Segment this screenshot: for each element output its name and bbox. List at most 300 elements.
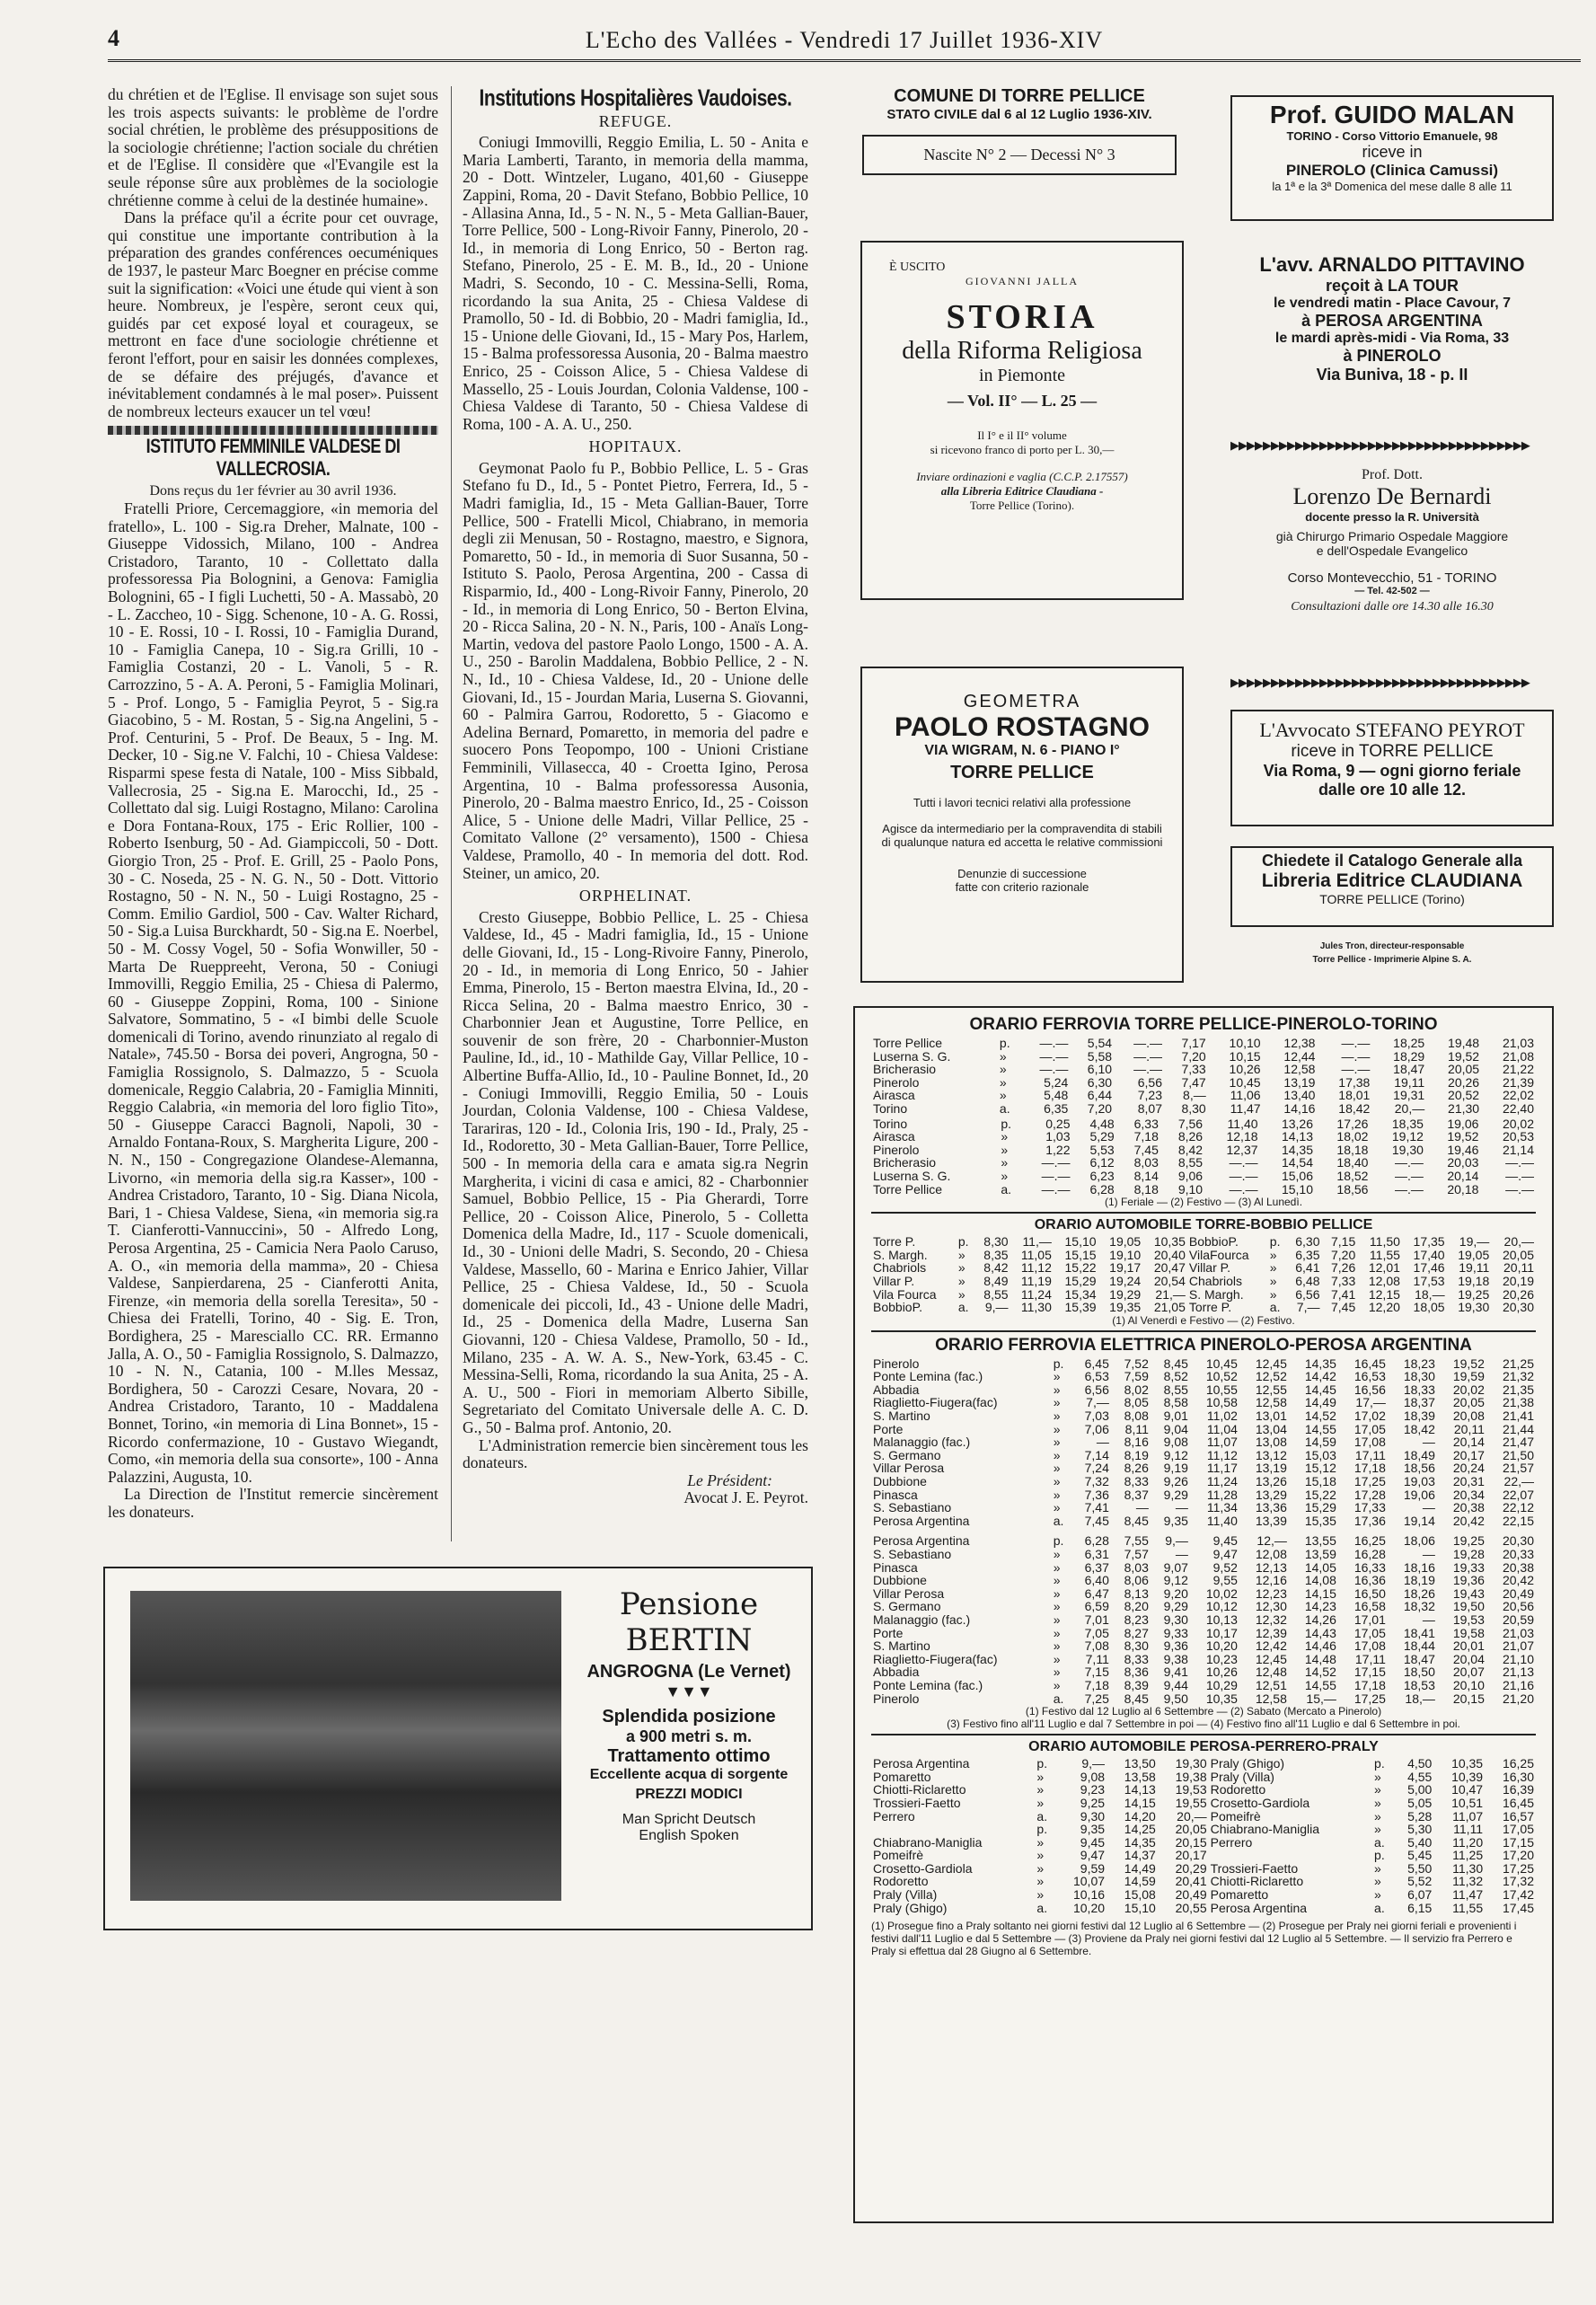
column-2 xyxy=(463,86,808,1507)
timetable-cell: » xyxy=(1053,1487,1061,1502)
timetable-cell: 9,29 xyxy=(1163,1487,1188,1502)
timetable-cell: 7,55 xyxy=(1124,1533,1149,1549)
timetable-cell: 13,26 xyxy=(1281,1116,1313,1131)
bertin-l2: a 900 metri s. m. xyxy=(625,1727,753,1745)
timetable-cell: 13,36 xyxy=(1255,1500,1287,1515)
timetable-cell: Airasca xyxy=(873,1129,915,1144)
timetable-cell: » xyxy=(1374,1769,1381,1784)
timetable-cell: 8,45 xyxy=(1124,1513,1149,1528)
timetable-cell: 18,44 xyxy=(1403,1638,1435,1654)
timetable-cell: 7,45 xyxy=(1330,1300,1356,1315)
timetable-cell: — xyxy=(1422,1500,1435,1515)
orario1-table-a xyxy=(871,1037,1536,1116)
timetable-cell: — xyxy=(1096,1435,1109,1450)
malan-l1: Prof. GUIDO MALAN xyxy=(1269,101,1515,128)
timetable-row xyxy=(871,1534,1536,1548)
comune-title: COMUNE DI TORRE PELLICE xyxy=(894,86,1145,106)
timetable-cell: 16,56 xyxy=(1354,1382,1386,1397)
timetable-cell: 15,35 xyxy=(1304,1513,1336,1528)
timetable-cell: 12,13 xyxy=(1255,1559,1287,1575)
timetable-cell: 10,29 xyxy=(1205,1677,1238,1692)
timetable-cell: 18,47 xyxy=(1393,1062,1425,1077)
timetable-cell: 11,17 xyxy=(1206,1461,1238,1476)
timetable-cell: 20,40 xyxy=(1153,1247,1186,1262)
orario4-title: ORARIO AUTOMOBILE PEROSA-PERRERO-PRALY xyxy=(1028,1739,1379,1755)
section-heading-vallecrosia: ISTITUTO FEMMINILE VALDESE DI VALLECROSIA. xyxy=(145,435,401,480)
timetable-row xyxy=(871,1462,1536,1475)
timetable-cell: » xyxy=(1001,1142,1009,1157)
timetable-cell: 15,29 xyxy=(1304,1500,1336,1515)
timetable-row xyxy=(871,1653,1536,1666)
timetable-cell: Ponte Lemina (fac.) xyxy=(873,1369,983,1384)
timetable-cell: 20,31 xyxy=(1452,1474,1485,1489)
timetable-cell: 20,26 xyxy=(1448,1074,1480,1090)
timetable-cell: 8,08 xyxy=(1124,1409,1149,1424)
timetable-cell: Pinasca xyxy=(873,1487,918,1502)
timetable-cell: 9,19 xyxy=(1163,1461,1188,1476)
timetable-cell: 5,53 xyxy=(1089,1142,1115,1157)
timetable-cell: 9,50 xyxy=(1163,1691,1188,1706)
timetable-cell: 22,07 xyxy=(1502,1487,1534,1502)
timetable-cell: 17,25 xyxy=(1354,1691,1386,1706)
debernardi-l1: Prof. Dott. xyxy=(1362,467,1423,482)
col1-body: Fratelli Priore, Cercemaggiore, «in memoria del fratello», L. 100 - Sig.ra Dreher, Malnate, 100 - Giuseppe Vidossich, Milano, 100 - Andrea Cristadoro, Taranto, 10 - Collettato dalla professoressa Pia Bolognini, a Genova: Famiglia Bolognini, 65 - I figli Luchetti, 50 - A. Massabò, 20 - L. Zaccheo, 10 - Sigg. Schenone, 10 - A. G. Rossi, 10 - E. Rossi, 10 - I. Rossi, 10 - Famiglia Durand, 10 - Famiglia Canepa, 10 - Sig.ra Grilli, 10 - Famiglia Costanzi, 20 - L. Vanoli, 5 - R. Carrozzino, 5 - A. A. Peroni, 5 - Famiglia Molinari, 5 - Prof. Longo, 5 - Famiglia Peyrot, 5 - Sig.ra Giacobino, 5 - M. Rostan, 5 - Sig.na Angelini, 5 - Prof. Centurini, 5 - Prof. De Beaux, 5 - Ing. M. Decker, 10 - Sig.ne V. Falchi, 10 - Chiesa Valdese: Risparmi spese festa di Natale, 100 - Miss Sibbald, Vallecrosia, 25 - Sig.na E. Marocchi, Id., 25 - Collettato dal sig. Luigi Rostagno, Milano: Carolina e Dora Fontana-Roux, 175 - Eric Rollier, 100 - Roberto Isenburg, 50 - Ad. Giampiccoli, 50 - Dott. Giorgio Tron, 25 - Prof. E. Grill, 25 - Paolo Pons, 30 - C. Noseda, 25 - N. G. N., 50 - Dott. Vittorio Rostagno, 50 - N. N., 50 - Luigi Rostagno, 25 - Comm. Emilio Gardiol, 500 - Cav. Walter Richard, 50 - Sig.a Luisa Burckhardt, 50 - Sig.na E. Noerbel, 50 - M. Cossy Vogel, 50 - Sofia Wonwiller, 50 - Marta De Rueppreeht, Verona, 50 - Coniugi Immovilli, Reggio Emilia, 25 - Chiesa di Palermo, 60 - Giuseppe Zoppini, Roma, 100 - Sinione Salvatore, Sommatino, 5 - «I bimbi delle Scuole domenicali di Torino, avendo rinunziato al regalo di Natale», 745.50 - Borsa dei poveri, Angrogna, 50 - Famiglia Rossignolo, S. Dalmazzo, 5 - Scuola domenicale, Reggio Calabria, 20 - Famiglia Minniti, Reggio Calabria, «in memoria del loro figlio Tito», 50 - Giuseppe Caracci Bagnoli, Napoli, 30 - Arnaldo Fontana-Roux, S. Margherita Ligure, 200 - N. N., 150 - Congregazione Olandese-Alemanna, Livorno, «in memoria della sig.ra Kasser», 100 - Andrea Cristadoro, Taranto, 10 - Sig. Diana Nicola, Bari, 1 - Chiesa Valdese, Siena, «in memoria sig.ra T. Cianferotti-Vannuccini», 50 - Alfredo Long, Perosa Argentina, 25 - Camicia Nera Paolo Caruso, A. O., «in memoria della mamma», 20 - Chiesa Valdese, Sanpierdarena, 25 - Cianferotti Anita, Firenze, «in memoria della sorella Teresita», 50 - Chiesa dei Fratelli, Torino, 40 - Sig. E. Tron, Bordighera, 25 - Maresciallo CC. RR. Ermanno Jalla, A. O., 50 - Famiglia Rossignolo, S. Dalmazzo, 10 - N. N., Catania, 100 - M.lles Messaz, Bordighera, 50 - Carozzi Cesare, Novara, 20 - Andrea Cristadoro, Taranto, 10 - Maddalena Bonnet, Torino, «in memoria di Lina Bonnet», 15 - Ricordo confermazione, 10 - Gustavo Wiegandt, Como, «in memoria della sua consorte», 100 - Anna Palazzini, Augusta, 10. xyxy=(108,499,438,1486)
timetable-cell: 6,48 xyxy=(1295,1273,1320,1288)
timetable-cell: 11,12 xyxy=(1020,1260,1052,1276)
timetable-cell: 12,45 xyxy=(1255,1651,1287,1666)
orario3-table-b xyxy=(871,1534,1536,1705)
timetable-cell: 20,10 xyxy=(1452,1677,1485,1692)
timetable-cell: Torre Pellice xyxy=(873,1181,943,1197)
timetable-row xyxy=(871,1665,1536,1679)
timetable-cell: 9,08 xyxy=(1163,1435,1188,1450)
pittavino-l1: L'avv. ARNALDO PITTAVINO xyxy=(1259,253,1525,276)
timetable-cell: 8,02 xyxy=(1124,1382,1149,1397)
timetable-cell: 12,16 xyxy=(1255,1573,1287,1588)
timetable-cell: 11,30 xyxy=(1020,1300,1052,1315)
debernardi-l3: docente presso la R. Università xyxy=(1305,510,1479,524)
timetable-cell: 17,05 xyxy=(1354,1421,1386,1436)
timetable-cell: 21,03 xyxy=(1502,1625,1534,1640)
timetable-cell: 19,25 xyxy=(1458,1286,1490,1302)
timetable-cell: 9,59 xyxy=(1080,1860,1106,1876)
timetable-cell: 19,— xyxy=(1459,1234,1490,1250)
timetable-row xyxy=(871,1810,1536,1824)
orario1-table-b xyxy=(871,1117,1536,1197)
timetable-cell: 8,30 xyxy=(1181,1100,1206,1116)
timetable-row xyxy=(871,1783,1536,1797)
timetable-cell: 19,11 xyxy=(1459,1260,1490,1276)
timetable-cell: 20,24 xyxy=(1452,1461,1485,1476)
timetable-cell: 6,35 xyxy=(1295,1247,1320,1262)
rostagno-l5: Tutti i lavori tecnici relativi alla professione xyxy=(913,796,1132,809)
timetable-cell: 7,33 xyxy=(1181,1062,1206,1077)
timetable-cell: BobbioP. xyxy=(873,1300,923,1315)
timetable-cell: 18,42 xyxy=(1403,1421,1435,1436)
timetable-cell: 19,24 xyxy=(1109,1273,1142,1288)
timetable-cell: 20,30 xyxy=(1502,1533,1534,1549)
timetable-cell: p. xyxy=(999,1036,1010,1050)
timetable-cell: 10,51 xyxy=(1451,1795,1484,1810)
peyrot-l4: dalle ore 10 alle 12. xyxy=(1318,781,1467,799)
timetable-cell: 16,25 xyxy=(1354,1533,1386,1549)
timetable-cell: 15,12 xyxy=(1304,1461,1336,1476)
timetable-cell: 20,08 xyxy=(1452,1409,1485,1424)
timetable-cell: 8,11 xyxy=(1124,1421,1149,1436)
timetable-cell: Villar P. xyxy=(1188,1260,1231,1276)
timetable-cell: 20,49 xyxy=(1502,1585,1534,1601)
timetable-cell: 12,08 xyxy=(1255,1547,1287,1561)
timetable-cell: 9,36 xyxy=(1163,1638,1188,1654)
col1-intro: du chrétien et de l'Eglise. Il envisage son sujet sous les trois aspects suivants: le problème de l'ordre social chrétien, le problème des présuppositions de la sociologie chrétienne; l'action sociale du chrétien et de l'Eglise. Il considère que «l'Evangile est la seule réponse sûre aux problèmes de la sociologie chrétienne comme à celui de la destinée humaine». xyxy=(108,85,438,209)
timetable-cell: » xyxy=(1001,1129,1009,1144)
timetable-cell: 13,39 xyxy=(1255,1513,1287,1528)
timetable-cell: —.— xyxy=(1505,1155,1534,1170)
timetable-cell: 22,12 xyxy=(1502,1500,1534,1515)
timetable-cell: 20,17 xyxy=(1452,1447,1485,1462)
timetable-row xyxy=(871,1771,1536,1784)
timetable-cell: » xyxy=(1053,1474,1061,1489)
timetable-cell: 10,35 xyxy=(1153,1234,1186,1250)
debernardi-l6: Corso Montevecchio, 51 - TORINO xyxy=(1287,570,1497,586)
timetable-cell: a. xyxy=(1269,1300,1281,1315)
timetable-cell: Trossieri-Faetto xyxy=(873,1795,961,1810)
timetable-cell: 18,50 xyxy=(1403,1665,1435,1680)
timetable-cell: 18,33 xyxy=(1403,1382,1435,1397)
timetable-cell: 10,10 xyxy=(1229,1036,1261,1050)
timetable-cell: 14,35 xyxy=(1124,1834,1156,1850)
timetable-cell: 1,22 xyxy=(1045,1142,1071,1157)
timetable-cell: S. Margh. xyxy=(1188,1286,1244,1302)
timetable-cell: —.— xyxy=(1039,1036,1069,1050)
timetable-cell: 6,31 xyxy=(1084,1547,1109,1561)
timetable-cell: 14,59 xyxy=(1124,1874,1156,1889)
pittavino-l5: le mardi après-midi - Via Roma, 33 xyxy=(1274,331,1510,346)
timetable-row xyxy=(871,1862,1536,1876)
timetable-cell: Chiabrano-Maniglia xyxy=(873,1834,983,1850)
timetable-cell: » xyxy=(1001,1155,1009,1170)
timetable-cell: 19,30 xyxy=(1458,1300,1490,1315)
timetable-cell: 20,38 xyxy=(1452,1500,1485,1515)
timetable-cell: Rodoretto xyxy=(1210,1782,1266,1797)
timetable-cell: » xyxy=(1374,1822,1381,1837)
timetable-cell: 9,10 xyxy=(1177,1181,1204,1197)
timetable-cell: 17,45 xyxy=(1502,1900,1534,1915)
timetable-cell: 12,52 xyxy=(1255,1369,1287,1384)
timetable-cell: a. xyxy=(1053,1513,1064,1528)
timetable-cell: 11,50 xyxy=(1369,1234,1400,1250)
timetable-cell: 12,32 xyxy=(1255,1612,1287,1627)
timetable-cell: 13,12 xyxy=(1255,1447,1287,1462)
timetable-cell: 17,53 xyxy=(1413,1273,1445,1288)
timetable-cell: » xyxy=(1036,1874,1045,1889)
timetable-cell: 9,07 xyxy=(1163,1559,1188,1575)
timetable-cell: 14,45 xyxy=(1304,1382,1336,1397)
timetable-cell: 10,20 xyxy=(1072,1900,1106,1915)
timetable-cell: 4,50 xyxy=(1407,1756,1433,1771)
timetable-cell: 14,52 xyxy=(1304,1409,1336,1424)
timetable-cell: 20,07 xyxy=(1452,1665,1485,1680)
timetable-cell: 17,08 xyxy=(1354,1435,1386,1450)
timetable-cell: 20,14 xyxy=(1452,1435,1485,1450)
timetable-cell: 8,05 xyxy=(1124,1395,1149,1410)
timetable-cell: a. xyxy=(957,1300,969,1315)
timetable-cell: 14,42 xyxy=(1304,1369,1336,1384)
timetable-cell: 16,45 xyxy=(1502,1795,1534,1810)
timetable-cell: » xyxy=(1053,1585,1061,1601)
timetable-cell: 9,30 xyxy=(1080,1808,1106,1824)
timetable-cell: Pomeifrè xyxy=(873,1848,924,1863)
timetable-cell: 7,24 xyxy=(1084,1461,1109,1476)
bertin-place: ANGROGNA (Le Vernet) xyxy=(586,1662,791,1682)
timetable-cell: a. xyxy=(1374,1900,1385,1915)
timetable-cell: » xyxy=(999,1062,1007,1077)
timetable-cell: » xyxy=(1053,1599,1061,1614)
timetable-cell: Riaglietto-Fiugera(fac) xyxy=(873,1651,998,1666)
timetable-cell: Pinerolo xyxy=(873,1356,920,1371)
ad-debernardi xyxy=(1239,455,1545,614)
timetable-cell: 17,46 xyxy=(1413,1260,1445,1276)
timetable-cell: » xyxy=(1036,1769,1045,1784)
timetable-cell: 11,55 xyxy=(1369,1247,1400,1262)
timetable-cell: 10,23 xyxy=(1205,1651,1238,1666)
column-1 xyxy=(108,86,438,1522)
timetable-cell: 20,02 xyxy=(1502,1116,1534,1131)
timetable-cell: 8,07 xyxy=(1137,1100,1162,1116)
timetable-cell: 12,55 xyxy=(1255,1382,1287,1397)
timetable-cell: Porte xyxy=(873,1421,904,1436)
timetable-cell: 8,49 xyxy=(983,1273,1009,1288)
timetable-cell: S. Sebastiano xyxy=(873,1500,952,1515)
timetable-cell: » xyxy=(1374,1795,1381,1810)
ad-t1: STORIA xyxy=(946,298,1098,336)
timetable-cell: Pinerolo xyxy=(873,1691,920,1706)
timetable-cell: 9,44 xyxy=(1163,1677,1188,1692)
timetable-cell: 20,52 xyxy=(1448,1088,1480,1103)
timetable-cell: 10,52 xyxy=(1205,1369,1238,1384)
timetable-cell: 9,— xyxy=(1165,1533,1188,1549)
timetable-row xyxy=(871,1130,1536,1144)
timetable-cell: » xyxy=(1036,1887,1045,1903)
timetable-cell: 14,05 xyxy=(1304,1559,1336,1575)
timetable-cell: 8,30 xyxy=(983,1234,1009,1250)
timetable-cell: 10,16 xyxy=(1072,1887,1106,1903)
timetable-cell: 18,56 xyxy=(1403,1461,1435,1476)
timetable-cell: 9,55 xyxy=(1212,1573,1238,1588)
timetable-cell: 14,52 xyxy=(1304,1665,1336,1680)
timetable-row xyxy=(871,1613,1536,1627)
timetable-cell: 10,45 xyxy=(1205,1356,1238,1371)
timetable-cell: Crosetto-Gardiola xyxy=(1210,1795,1310,1810)
signature-title: Le Président: xyxy=(687,1470,772,1489)
timetable-cell: 19,33 xyxy=(1452,1559,1485,1575)
timetable-cell: 12,48 xyxy=(1255,1665,1287,1680)
timetable-cell: 19,53 xyxy=(1175,1782,1207,1797)
timetable-cell: 6,37 xyxy=(1084,1559,1109,1575)
timetable-cell: Dubbione xyxy=(873,1573,927,1588)
timetable-cell: 20,14 xyxy=(1447,1168,1479,1183)
timetable-cell: 19,50 xyxy=(1452,1599,1485,1614)
timetable-cell: 19,38 xyxy=(1175,1769,1207,1784)
timetable-cell: 19,12 xyxy=(1391,1129,1424,1144)
timetable-cell: 17,25 xyxy=(1502,1860,1534,1876)
timetable-cell: 19,52 xyxy=(1447,1129,1479,1144)
peyrot-l2: riceve in TORRE PELLICE xyxy=(1291,742,1494,761)
bertin-l6: Man Spricht Deutsch xyxy=(622,1812,756,1827)
timetable-cell: » xyxy=(1053,1382,1061,1397)
timetable-cell: 14,15 xyxy=(1304,1585,1336,1601)
timetable-cell: 18,— xyxy=(1415,1286,1445,1302)
timetable-cell: 7,57 xyxy=(1124,1547,1149,1561)
timetable-cell: — xyxy=(1422,1435,1435,1450)
timetable-cell: Pinerolo xyxy=(873,1142,920,1157)
orario3-note2: (3) Festivo fino all'11 Luglio e dal 7 Settembre in poi — (4) Festivo fino all'11 Luglio e dal 6 Settembre in poi. xyxy=(947,1718,1460,1731)
col1-closing: La Direction de l'Institut remercie sincèrement les donateurs. xyxy=(108,1485,438,1521)
debernardi-l5: e dell'Ospedale Evangelico xyxy=(1316,543,1468,558)
timetable-cell: 19,06 xyxy=(1403,1487,1435,1502)
timetable-cell: 12,45 xyxy=(1255,1356,1287,1371)
timetable-cell: 14,35 xyxy=(1304,1356,1336,1371)
timetable-cell: 21,39 xyxy=(1502,1074,1534,1090)
timetable-cell: 7,41 xyxy=(1084,1500,1109,1515)
timetable-cell: » xyxy=(957,1260,966,1276)
timetable-cell: 7,08 xyxy=(1084,1638,1109,1654)
timetable-cell: » xyxy=(1036,1848,1045,1863)
timetable-row xyxy=(871,1849,1536,1862)
timetable-cell: 6,41 xyxy=(1295,1260,1320,1276)
timetable-cell: 10,47 xyxy=(1451,1782,1484,1797)
timetable-cell: Praly (Villa) xyxy=(873,1887,938,1903)
timetable-cell: p. xyxy=(1053,1356,1064,1371)
timetable-cell: 9,08 xyxy=(1080,1769,1106,1784)
timetable-cell: 19,31 xyxy=(1393,1088,1425,1103)
timetable-cell: 6,40 xyxy=(1084,1573,1109,1588)
timetable-cell: 6,07 xyxy=(1407,1887,1433,1903)
timetable-cell: » xyxy=(957,1273,966,1288)
timetable-cell: 21,50 xyxy=(1502,1447,1534,1462)
ad-malan xyxy=(1230,95,1554,221)
timetable-row xyxy=(871,1797,1536,1810)
timetable-cell: 11,25 xyxy=(1452,1848,1484,1863)
timetable-cell: 7,18 xyxy=(1133,1129,1159,1144)
timetable-cell: S. Margh. xyxy=(873,1247,928,1262)
timetable-cell: 19,58 xyxy=(1452,1625,1485,1640)
timetable-cell: 8,23 xyxy=(1124,1612,1149,1627)
timetable-cell: Riaglietto-Fiugera(fac) xyxy=(873,1395,998,1410)
timetable-cell: a. xyxy=(1001,1181,1011,1197)
timetable-cell: 18,02 xyxy=(1336,1129,1369,1144)
timetable-cell: » xyxy=(1374,1860,1381,1876)
timetable-row xyxy=(871,1875,1536,1888)
timetable-cell: 7,15 xyxy=(1084,1665,1109,1680)
timetable-cell: Chabriols xyxy=(1188,1273,1243,1288)
timetable-cell: 9,23 xyxy=(1080,1782,1106,1797)
timetable-row xyxy=(871,1050,1536,1064)
timetable-cell: 6,23 xyxy=(1089,1168,1115,1183)
rostagno-l1: GEOMETRA xyxy=(963,692,1081,711)
timetable-cell: 11,— xyxy=(1022,1234,1052,1250)
timetable-cell: Torino xyxy=(873,1116,908,1131)
timetable-row xyxy=(871,1235,1536,1249)
timetable-cell: 7,05 xyxy=(1084,1625,1109,1640)
timetable-cell: 19,11 xyxy=(1394,1074,1425,1090)
timetable-cell: 7,23 xyxy=(1137,1088,1162,1103)
pittavino-l3: le vendredi matin - Place Cavour, 7 xyxy=(1273,296,1512,311)
timetable-cell xyxy=(1209,1849,1372,1862)
timetable-cell: 19,30 xyxy=(1175,1756,1207,1771)
timetable-row xyxy=(871,1639,1536,1653)
timetable-row xyxy=(871,1692,1536,1706)
timetable-cell: 21,22 xyxy=(1502,1062,1534,1077)
timetable-cell: 19,35 xyxy=(1109,1300,1142,1315)
timetable-cell: 8,26 xyxy=(1177,1129,1204,1144)
timetable-cell: Vila Fourca xyxy=(873,1286,937,1302)
timetable-cell: 20,11 xyxy=(1453,1421,1485,1436)
timetable-cell: 20,17 xyxy=(1175,1848,1207,1863)
timetable-cell: 17,42 xyxy=(1502,1887,1534,1903)
timetable-cell: 16,50 xyxy=(1354,1585,1386,1601)
timetable-cell: 9,29 xyxy=(1163,1599,1188,1614)
timetable-cell: Pomeifrè xyxy=(1210,1808,1261,1824)
timetable-cell: 7,59 xyxy=(1124,1369,1149,1384)
timetable-cell: 7,01 xyxy=(1084,1612,1109,1627)
rostagno-l2: PAOLO ROSTAGNO xyxy=(895,712,1150,742)
timetable-cell: 14,13 xyxy=(1281,1129,1313,1144)
timetable-cell: 15,39 xyxy=(1064,1300,1097,1315)
timetable-cell: Praly (Ghigo) xyxy=(873,1900,948,1915)
timetable-cell: 10,02 xyxy=(1205,1585,1238,1601)
timetable-cell: 17,33 xyxy=(1354,1500,1386,1515)
timetable-cell: 8,03 xyxy=(1124,1559,1149,1575)
timetable-cell: 13,58 xyxy=(1124,1769,1156,1784)
timetable-cell: 12,15 xyxy=(1368,1286,1400,1302)
timetable-cell: Praly (Villa) xyxy=(1210,1769,1274,1784)
bertin-l5: PREZZI MODICI xyxy=(635,1787,743,1802)
timetable-cell: 9,45 xyxy=(1212,1533,1238,1549)
timetable-cell: 12,58 xyxy=(1255,1691,1287,1706)
orario4-table xyxy=(871,1757,1536,1914)
timetable-cell: 16,58 xyxy=(1354,1599,1386,1614)
timetable-cell: Perrero xyxy=(873,1808,915,1824)
timetable-cell: Pomaretto xyxy=(873,1769,931,1784)
timetable-cell: Bricherasio xyxy=(873,1062,937,1077)
timetable-row xyxy=(871,1423,1536,1436)
timetable-cell: 14,35 xyxy=(1281,1142,1313,1157)
timetable-cell: 12,30 xyxy=(1255,1599,1287,1614)
timetable-cell: 15,34 xyxy=(1064,1286,1097,1302)
timetable-cell: 20,18 xyxy=(1447,1181,1479,1197)
pittavino-l7: Via Buniva, 18 - p. II xyxy=(1316,366,1468,384)
timetable-cell: 7,47 xyxy=(1181,1074,1206,1090)
timetable-cell: 6,28 xyxy=(1084,1533,1109,1549)
timetable-cell: » xyxy=(999,1048,1007,1064)
timetable-row xyxy=(871,1156,1536,1170)
timetable-cell: — xyxy=(1175,1500,1188,1515)
timetable-cell: 9,47 xyxy=(1080,1848,1106,1863)
timetable-cell: » xyxy=(1053,1573,1061,1588)
timetable-cell: Villar P. xyxy=(873,1273,915,1288)
timetable-cell: 9,25 xyxy=(1080,1795,1106,1810)
timetable-cell: 8,37 xyxy=(1124,1487,1149,1502)
timetable-cell: 8,30 xyxy=(1124,1638,1149,1654)
donation-dates: Dons reçus du 1er février au 30 avril 1936. xyxy=(149,483,397,499)
timetable-cell: 14,55 xyxy=(1304,1677,1336,1692)
timetable-cell: S. Germano xyxy=(873,1599,941,1614)
timetable-cell: 17,05 xyxy=(1354,1625,1386,1640)
timetable-cell: BobbioP. xyxy=(1188,1234,1239,1250)
timetable-cell: a. xyxy=(1036,1808,1048,1824)
timetable-cell: 20,47 xyxy=(1153,1260,1186,1276)
